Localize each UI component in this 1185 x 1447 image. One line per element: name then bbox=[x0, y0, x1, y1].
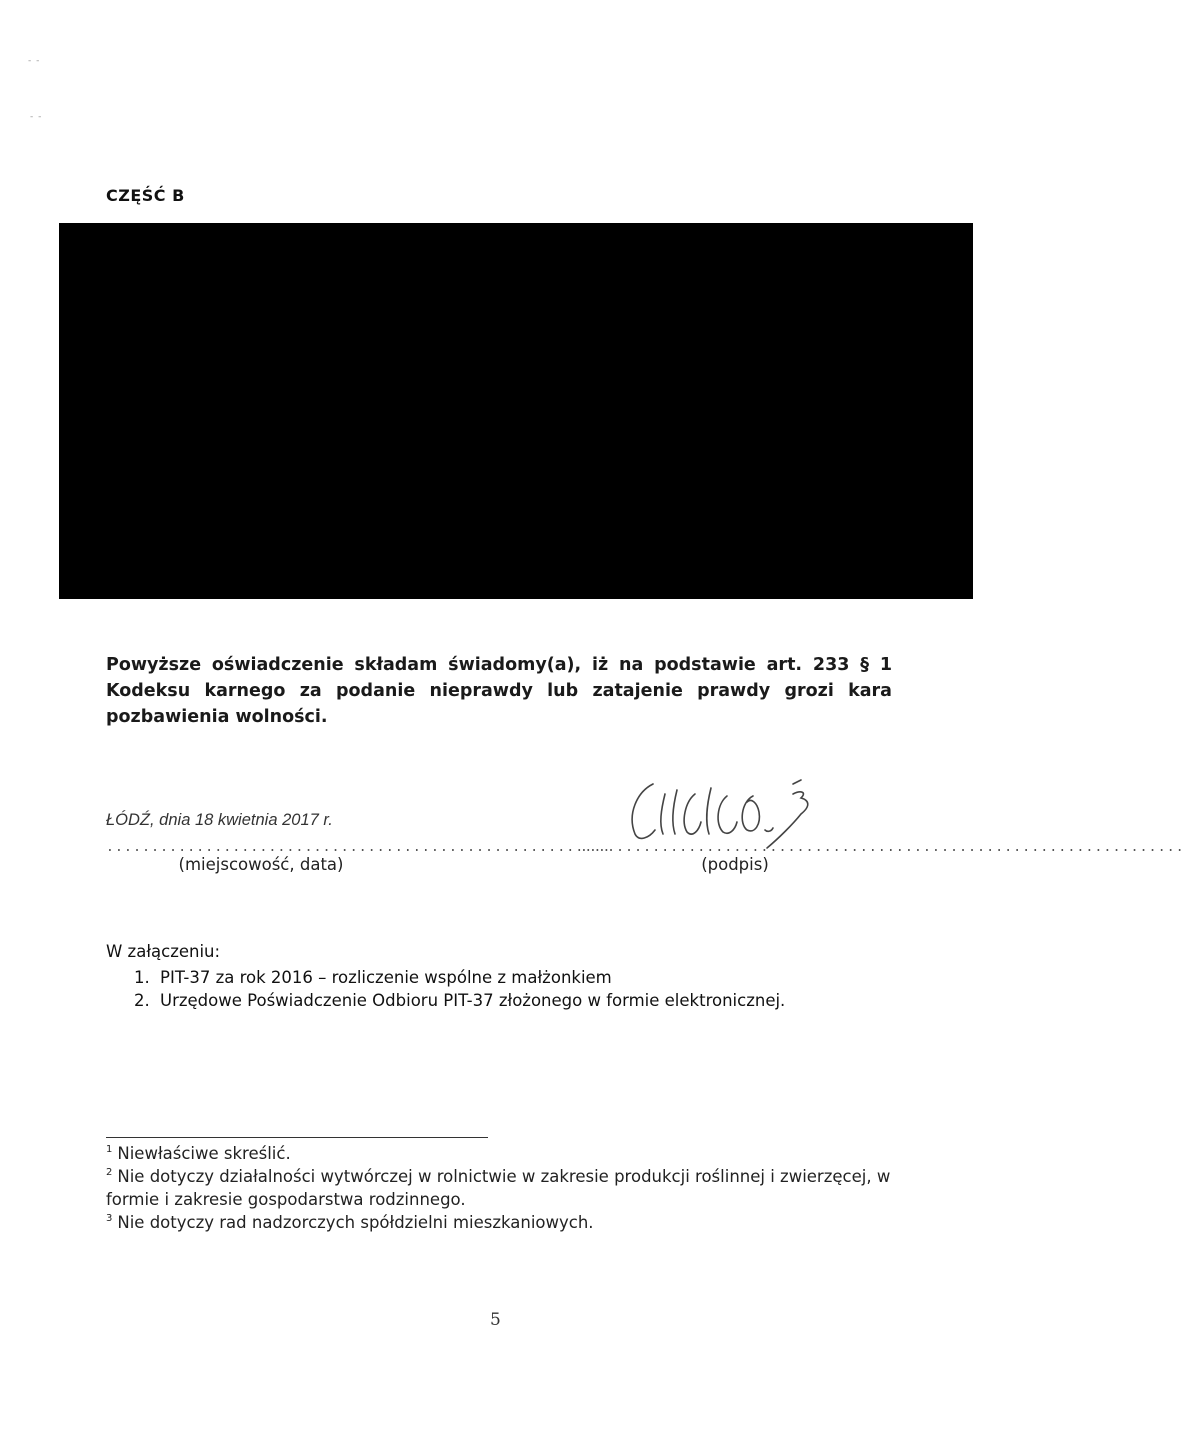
list-item-text: PIT-37 za rok 2016 – rozliczenie wspólne z małżonkiem bbox=[160, 968, 612, 987]
dotted-line-left: ........................................................ bbox=[106, 840, 612, 855]
place-date: ŁÓDŹ, dnia 18 kwietnia 2017 r. bbox=[106, 811, 333, 829]
list-item-text: Urzędowe Poświadczenie Odbioru PIT-37 złożonego w formie elektronicznej. bbox=[160, 991, 786, 1010]
attachments-list bbox=[134, 966, 785, 1012]
attachments-label: W załączeniu: bbox=[106, 942, 221, 961]
section-title: CZĘŚĆ B bbox=[106, 186, 185, 205]
list-item-number: 2. bbox=[134, 991, 150, 1010]
footnote-marker: 1 bbox=[106, 1144, 113, 1155]
signature-caption: (podpis) bbox=[701, 855, 769, 874]
footnote bbox=[106, 1211, 896, 1234]
page-number: 5 bbox=[490, 1310, 501, 1330]
redacted-block bbox=[59, 223, 973, 599]
footnote-text: Nie dotyczy rad nadzorczych spółdzielni mieszkaniowych. bbox=[117, 1213, 594, 1232]
footnote-marker: 2 bbox=[106, 1167, 113, 1178]
footnote-marker: 3 bbox=[106, 1213, 113, 1224]
footnote-separator bbox=[106, 1137, 488, 1138]
footnote bbox=[106, 1142, 896, 1165]
declaration-text: Powyższe oświadczenie składam świadomy(a), iż na podstawie art. 233 § 1 Kodeksu karnego za podanie nieprawdy lub zatajenie prawdy grozi kara pozbawienia wolności. bbox=[106, 655, 892, 727]
list-item-number: 1. bbox=[134, 968, 150, 987]
list-item bbox=[134, 966, 785, 989]
scan-mark: - - bbox=[30, 112, 43, 122]
list-item bbox=[134, 989, 785, 1012]
footnote-text: Nie dotyczy działalności wytwórczej w rolnictwie w zakresie produkcji roślinnej i zwierzęcej, w formie i zakresie gospodarstwa rodzinnego. bbox=[106, 1167, 891, 1209]
footnote-text: Niewłaściwe skreślić. bbox=[117, 1144, 291, 1163]
footnote bbox=[106, 1165, 896, 1211]
dotted-line-right: ................................................................... bbox=[580, 840, 1185, 855]
scan-mark: - - bbox=[28, 56, 41, 66]
place-date-caption: (miejscowość, data) bbox=[178, 855, 344, 874]
footnotes bbox=[106, 1142, 896, 1234]
